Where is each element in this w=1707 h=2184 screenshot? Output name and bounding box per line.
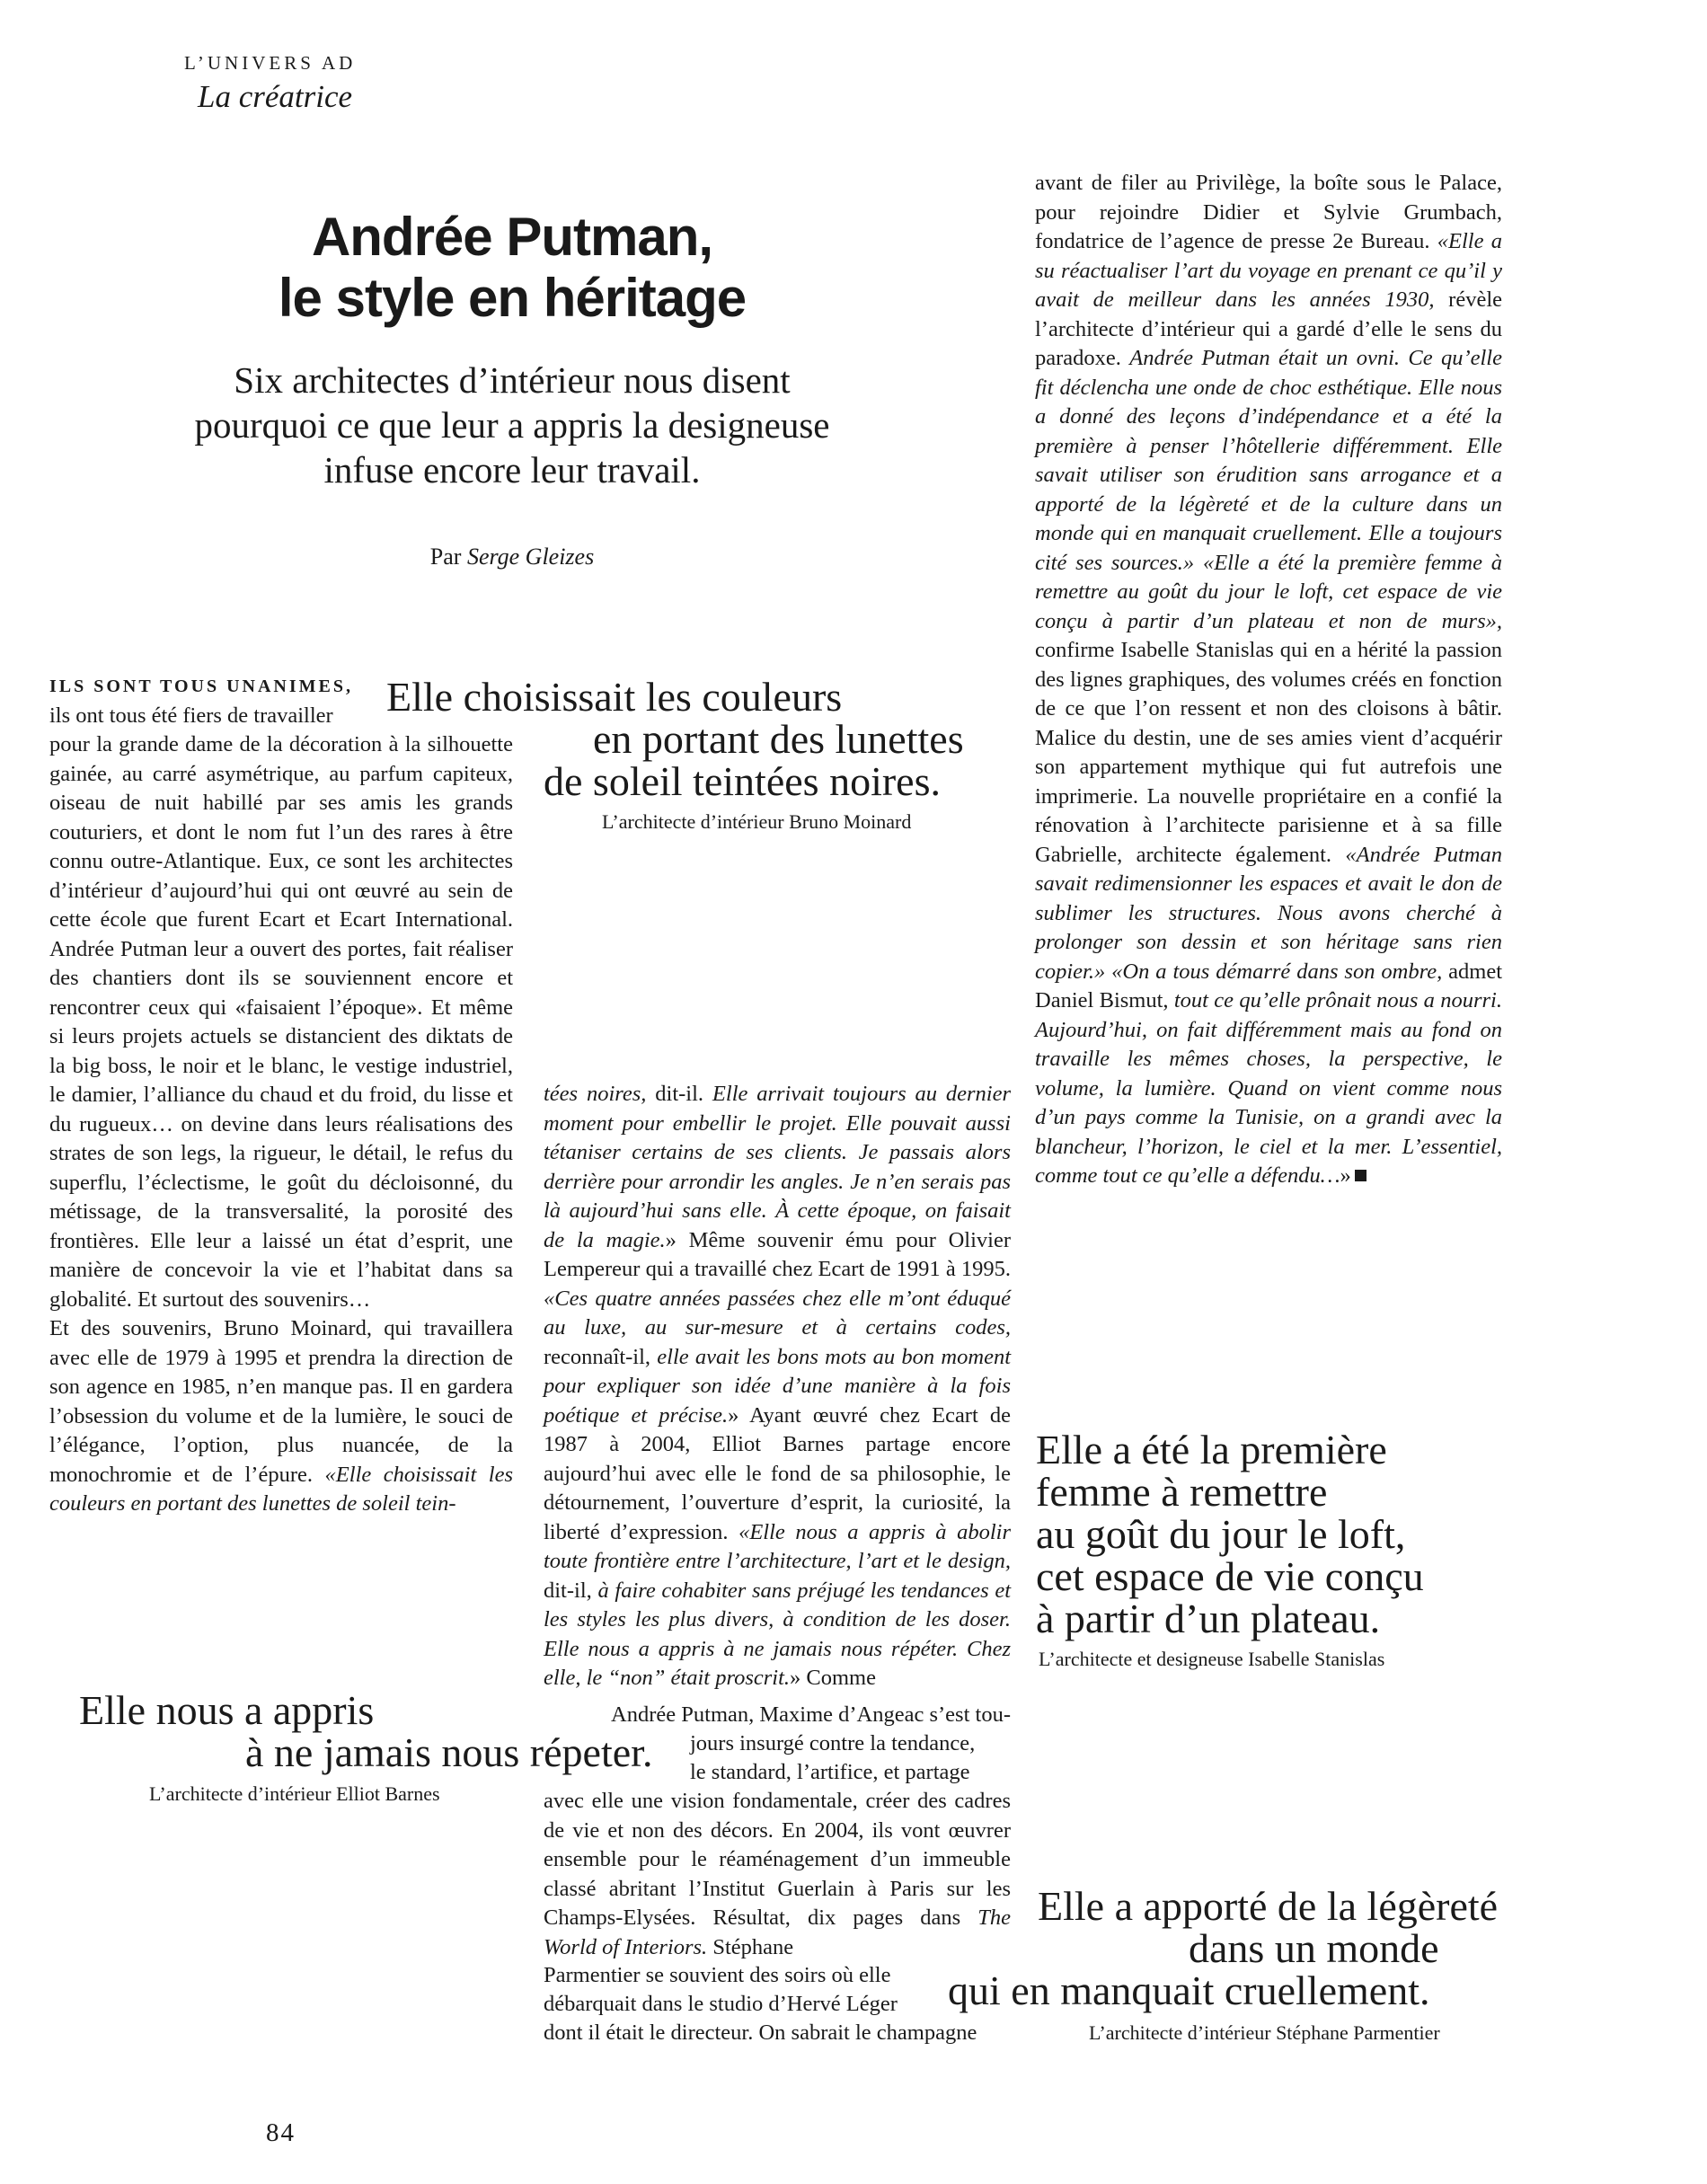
magazine-title: The World of Interiors.	[544, 1905, 1011, 1959]
col2-wrap-line: débarquait dans le studio d’Hervé Léger	[544, 1992, 898, 2016]
quote-line: qui en manquait cruellement.	[948, 1967, 1430, 2013]
quote-line: Elle a été la première	[1036, 1427, 1387, 1472]
column-3	[1035, 169, 1502, 1191]
byline-author: Serge Gleizes	[466, 544, 595, 570]
pull-quote-barnes	[79, 1689, 652, 1773]
col1-paragraph-1: pour la grande dame de la décoration à la silhouette gainée, au carré asymétrique, au parfum capiteux, oiseau de nuit habillé par ses amis les grands couturiers, et dont le nom fut l’un des rares à être connu outre-Atlantique. Eux, ce sont les architectes d’intérieur d’aujourd’hui qui ont œuvré au sein de cette école que furent Ecart et Ecart International. Andrée Putman leur a ouvert des portes, fait réaliser des chantiers dont ils se souviennent encore et rencontrer ceux qui «faisaient l’époque». Et même si leurs projets actuels se distancient des diktats de la big boss, le noir et le blanc, le vestige industriel, le damier, l’alliance du chaud et du froid, du lisse et du rugueux… on devine dans leurs réalisations des strates de son legs, la rigueur, le détail, le refus du superflu, l’éclectisme, le goût du décloisonné, du métissage, de la transversalité, la porosité des frontières. Elle leur a laissé un état d’esprit, une manière de concevoir la vie et l’habitat dans sa globalité. Et surtout des souvenirs…	[49, 732, 513, 1312]
body-text: révèle l’architecte d’intérieur qui a gardé d’elle le sens du paradoxe.	[1035, 287, 1502, 370]
quote-line: Elle a apporté de la légèreté	[1038, 1883, 1499, 1929]
section-name: La créatrice	[198, 79, 353, 114]
end-mark-icon	[1355, 1170, 1366, 1181]
col1-paragraph-2-quote: «Elle choisissait les couleurs en portant des lunettes de soleil tein-	[49, 1462, 513, 1516]
quote-line: Elle nous a appris	[79, 1687, 375, 1733]
body-text: » Ayant œuvré chez Ecart de 1987 à 2004, Elliot Barnes partage encore aujourd’hui avec elle le fond de sa philosophie, le détournement, l’ouverture d’esprit, la curiosité, la liberté d’expression.	[544, 1402, 1011, 1544]
body-text: avec elle une vision fondamentale, créer des cadres de vie et non des décors. En 2004, ils vont œuvrer ensemble pour le réaménagement d’un immeuble classé abritant l’Institut Guerlain à Paris sur les Champs-Elysées. Résultat, dix pages dans	[544, 1789, 1011, 1930]
subtitle-line: infuse encore leur travail.	[323, 449, 701, 491]
pull-quote-attribution: L’architecte d’intérieur Elliot Barnes	[149, 1782, 440, 1805]
pull-quote-stanislas	[1036, 1428, 1424, 1640]
title-line: le style en héritage	[278, 268, 747, 328]
col1-paragraph-2	[49, 1314, 513, 1519]
quote-line: au goût du jour le loft,	[1036, 1511, 1406, 1557]
quote-text: «Ces quatre années passées chez elle m’ont éduqué au luxe, au sur-mesure et à certains codes,	[544, 1286, 1011, 1340]
body-text: dit-il,	[544, 1578, 598, 1603]
article-title	[162, 207, 862, 329]
section-kicker: L’UNIVERS AD	[184, 52, 357, 74]
quote-text: «Elle nous a appris à abolir toute frontière entre l’architecture, l’art et le design,	[544, 1519, 1011, 1573]
body-text: » Même souvenir ému pour Olivier Lempereur qui a travaillé chez Ecart de 1991 à 1995.	[544, 1227, 1011, 1281]
quote-text: elle avait les bons mots au bon moment pour expliquer son idée d’une manière à la fois poétique et précise.	[544, 1344, 1011, 1428]
column-2	[544, 1080, 1011, 1693]
title-line: Andrée Putman,	[311, 207, 713, 267]
lead-in: ILS SONT TOUS UNANIMES,	[49, 676, 353, 696]
pull-quote-moinard	[386, 676, 964, 802]
quote-line: en portant des lunettes	[593, 716, 964, 762]
quote-line: femme à remettre	[1036, 1469, 1328, 1515]
pull-quote-parmentier	[948, 1885, 1498, 2012]
quote-text: tées noires,	[544, 1082, 647, 1106]
col2-wrap-line: le standard, l’artifice, et partage	[690, 1760, 970, 1784]
body-text: confirme Isabelle Stanislas qui en a hérité la passion des lignes graphiques, des volumes créés en fonction de ce que l’on ressent et non des cloisons à bâtir. Malice du destin, une de ses amies vient d’acquérir son appartement mythique qui fut autrefois une imprimerie. La nouvelle propriétaire en a confié la rénovation à l’architecte parisienne et à sa fille Gabrielle, architecte également.	[1035, 638, 1502, 867]
quote-line: de soleil teintées noires.	[544, 758, 941, 804]
col2-wrap-line: jours insurgé contre la tendance,	[690, 1731, 976, 1755]
byline-prefix: Par	[429, 544, 462, 570]
col1-first-line: ils ont tous été fiers de travailler	[49, 703, 333, 728]
pull-quote-attribution: L’architecte d’intérieur Bruno Moinard	[602, 810, 912, 833]
article-subtitle	[108, 358, 916, 492]
byline	[270, 544, 755, 570]
col2-paragraph	[544, 1080, 1011, 1693]
body-text: dit-il.	[646, 1082, 712, 1106]
col1-paragraph-2-text: Et des souvenirs, Bruno Moinard, qui travaillera avec elle de 1979 à 1995 et prendra la direction de son agence en 1985, n’en manque pas. Il en gardera l’obsession du volume et de la lumière, le souci de l’élégance, l’option, plus nuancée, de la monochromie et de l’épure.	[49, 1316, 513, 1487]
pull-quote-attribution: L’architecte d’intérieur Stéphane Parmentier	[1089, 2021, 1440, 2044]
subtitle-line: Six architectes d’intérieur nous disent	[234, 359, 791, 401]
body-text: Stéphane	[707, 1934, 794, 1959]
body-text: reconnaît-il,	[544, 1344, 658, 1369]
quote-line: dans un monde	[1189, 1925, 1439, 1971]
col2-wrap-line: Parmentier se souvient des soirs où elle	[544, 1963, 891, 1987]
subtitle-line: pourquoi ce que leur a appris la designeuse	[194, 404, 830, 446]
quote-text: à faire cohabiter sans préjugé les tendances et les styles les plus divers, à condition de les doser. Elle nous a appris à ne jamais nous répéter. Chez elle, le “non” était proscrit.	[544, 1578, 1012, 1690]
quote-line: à partir d’un plateau.	[1036, 1596, 1381, 1641]
page-number: 84	[266, 2118, 296, 2147]
body-text: avant de filer au Privilège, la boîte sous le Palace, pour rejoindre Didier et Sylvie Grumbach, fondatrice de l’agence de presse 2e Bureau.	[1035, 171, 1502, 253]
quote-line: Elle choisissait les couleurs	[386, 674, 843, 720]
body-text: admet Daniel Bismut,	[1035, 959, 1502, 1012]
quote-text: Andrée Putman était un ovni. Ce qu’elle fit déclencha une onde de choc esthétique. Elle nous a donné des leçons d’indépendance et a été la première à penser l’hôtellerie différemment. Elle savait utiliser son érudition sans arrogance et a apporté de la légèreté et de la culture dans un monde qui en manquait cruellement. Elle a toujours cité ses sources.» «Elle a été la première femme à remettre au goût du jour le loft, cet espace de vie conçu à partir d’un plateau et non de murs»,	[1035, 346, 1502, 633]
quote-text: «Elle a su réactualiser l’art du voyage en prenant ce qu’il y avait de meilleur dans les années 1930,	[1035, 229, 1502, 312]
quote-line: à ne jamais nous répeter.	[245, 1729, 653, 1775]
quote-line: cet espace de vie conçu	[1036, 1553, 1424, 1599]
col2-paragraph-2	[544, 1787, 1011, 1962]
col3-paragraph	[1035, 169, 1502, 1191]
col2-wrap-line: Andrée Putman, Maxime d’Angeac s’est tou-	[611, 1702, 1011, 1727]
quote-text: Elle arrivait toujours au dernier moment pour embellir le projet. Elle pouvait aussi tétaniser certains de ses clients. Je passais alors derrière pour arrondir les angles. Je n’en serais pas là aujourd’hui sans elle. À cette époque, on faisait de la magie.	[544, 1082, 1012, 1252]
quote-text: tout ce qu’elle prônait nous a nourri. Aujourd’hui, on fait différemment mais au fond on travaille les mêmes choses, la perspective, le volume, la lumière. Quand on vient comme nous d’un pays comme la Tunisie, on a grandi avec la blancheur, l’horizon, le ciel et la mer. L’essentiel, comme tout ce qu’elle a défendu…	[1035, 988, 1502, 1188]
quote-text: «Andrée Putman savait redimensionner les espaces et avait le don de sublimer les structures. Nous avons cherché à prolonger son dessin et son héritage sans rien copier.» «On a tous démarré dans son ombre,	[1035, 842, 1502, 984]
body-text: »	[1340, 1163, 1351, 1188]
pull-quote-attribution: L’architecte et designeuse Isabelle Stanislas	[1039, 1648, 1385, 1670]
body-text: » Comme	[790, 1666, 876, 1690]
col2-wrap-line: dont il était le directeur. On sabrait le champagne	[544, 2020, 977, 2045]
